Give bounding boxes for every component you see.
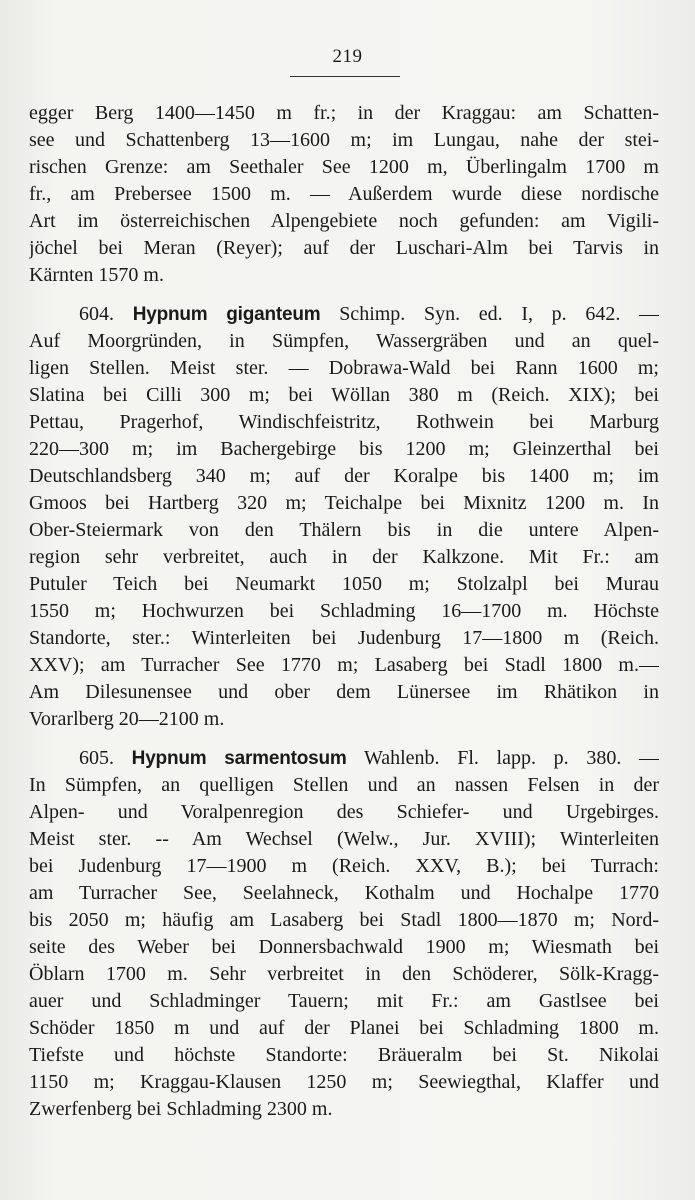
text-line: Deutschlandsberg 340 m; auf der Koralpe bis 1400 m; im <box>29 465 659 487</box>
text-line: Slatina bei Cilli 300 m; bei Wöllan 380 m (Reich. XIX); bei <box>29 384 659 406</box>
citation: Schimp. Syn. ed. I, p. 642. — <box>339 303 659 325</box>
text-line: 220—300 m; im Bachergebirge bis 1200 m; Gleinzerthal bei <box>29 438 659 460</box>
citation: Wahlenb. Fl. lapp. p. 380. — <box>363 747 659 769</box>
entry-605 <box>29 745 659 1123</box>
text-line: fr., am Prebersee 1500 m. — Außerdem wurde diese nordische <box>29 183 659 205</box>
header-rule <box>290 76 400 77</box>
species-name: Hypnum giganteum <box>132 304 321 325</box>
text-line: rischen Grenze: am Seethaler See 1200 m, Überlingalm 1700 m <box>29 156 659 178</box>
text-line: Zwerfenberg bei Schladming 2300 m. <box>29 1098 333 1120</box>
text-line: Tiefste und höchste Standorte: Bräueralm bei St. Nikolai <box>29 1044 659 1066</box>
text-line: Alpen- und Voralpenregion des Schiefer- und Urgebirges. <box>29 801 659 823</box>
text-line: XXV); am Turracher See 1770 m; Lasaberg bei Stadl 1800 m.— <box>29 654 659 676</box>
text-line: Auf Moorgründen, in Sümpfen, Wassergräben und an quel- <box>29 330 659 352</box>
text-line: Gmoos bei Hartberg 320 m; Teichalpe bei Mixnitz 1200 m. In <box>29 492 659 514</box>
text-line: ligen Stellen. Meist ster. — Dobrawa-Wald bei Rann 1600 m; <box>29 357 659 379</box>
entry-604 <box>29 301 659 733</box>
text-line: auer und Schladminger Tauern; mit Fr.: am Gastlsee bei <box>29 990 659 1012</box>
text-line: In Sümpfen, an quelligen Stellen und an nassen Felsen in der <box>29 774 659 796</box>
text-line: Schöder 1850 m und auf der Planei bei Schladming 1800 m. <box>29 1017 659 1039</box>
text-line: 1550 m; Hochwurzen bei Schladming 16—1700 m. Höchste <box>29 600 659 622</box>
body-text <box>29 100 659 1123</box>
text-line: Vorarlberg 20—2100 m. <box>29 708 225 730</box>
species-name: Hypnum sarmentosum <box>131 748 347 769</box>
entry-heading-line <box>29 301 659 328</box>
text-line: Am Dilesunensee und ober dem Lünersee im Rhätikon in <box>29 681 659 703</box>
text-line: bis 2050 m; häufig am Lasaberg bei Stadl 1800—1870 m; Nord- <box>29 909 659 931</box>
text-line: Kärnten 1570 m. <box>29 264 164 286</box>
text-line: Putuler Teich bei Neumarkt 1050 m; Stolzalpl bei Murau <box>29 573 659 595</box>
entry-number: 604. <box>79 303 114 325</box>
text-line: seite des Weber bei Donnersbachwald 1900 m; Wiesmath bei <box>29 936 659 958</box>
text-line: Art im österreichischen Alpengebiete noch gefunden: am Vigili- <box>29 210 659 232</box>
text-line: am Turracher See, Seelahneck, Kothalm und Hochalpe 1770 <box>29 882 659 904</box>
text-line: jöchel bei Meran (Reyer); auf der Luschari-Alm bei Tarvis in <box>29 237 659 259</box>
text-line: egger Berg 1400—1450 m fr.; in der Kraggau: am Schatten- <box>29 102 659 124</box>
text-line: Meist ster. -- Am Wechsel (Welw., Jur. XVIII); Winterleiten <box>29 828 659 850</box>
page-number: 219 <box>332 46 363 67</box>
text-line: see und Schattenberg 13—1600 m; im Lungau, nahe der stei- <box>29 129 659 151</box>
paragraph-continuation <box>29 100 659 289</box>
text-line: Pettau, Pragerhof, Windischfeistritz, Rothwein bei Marburg <box>29 411 659 433</box>
text-line: Öblarn 1700 m. Sehr verbreitet in den Schöderer, Sölk-Kragg- <box>29 963 659 985</box>
text-line: region sehr verbreitet, auch in der Kalkzone. Mit Fr.: am <box>29 546 659 568</box>
text-line: Standorte, ster.: Winterleiten bei Judenburg 17—1800 m (Reich. <box>29 627 659 649</box>
entry-heading-line <box>29 745 659 772</box>
text-line: 1150 m; Kraggau-Klausen 1250 m; Seewiegthal, Klaffer und <box>29 1071 659 1093</box>
text-line: bei Judenburg 17—1900 m (Reich. XXV, B.); bei Turrach: <box>29 855 659 877</box>
text-line: Ober-Steiermark von den Thälern bis in die untere Alpen- <box>29 519 659 541</box>
entry-number: 605. <box>79 747 114 769</box>
